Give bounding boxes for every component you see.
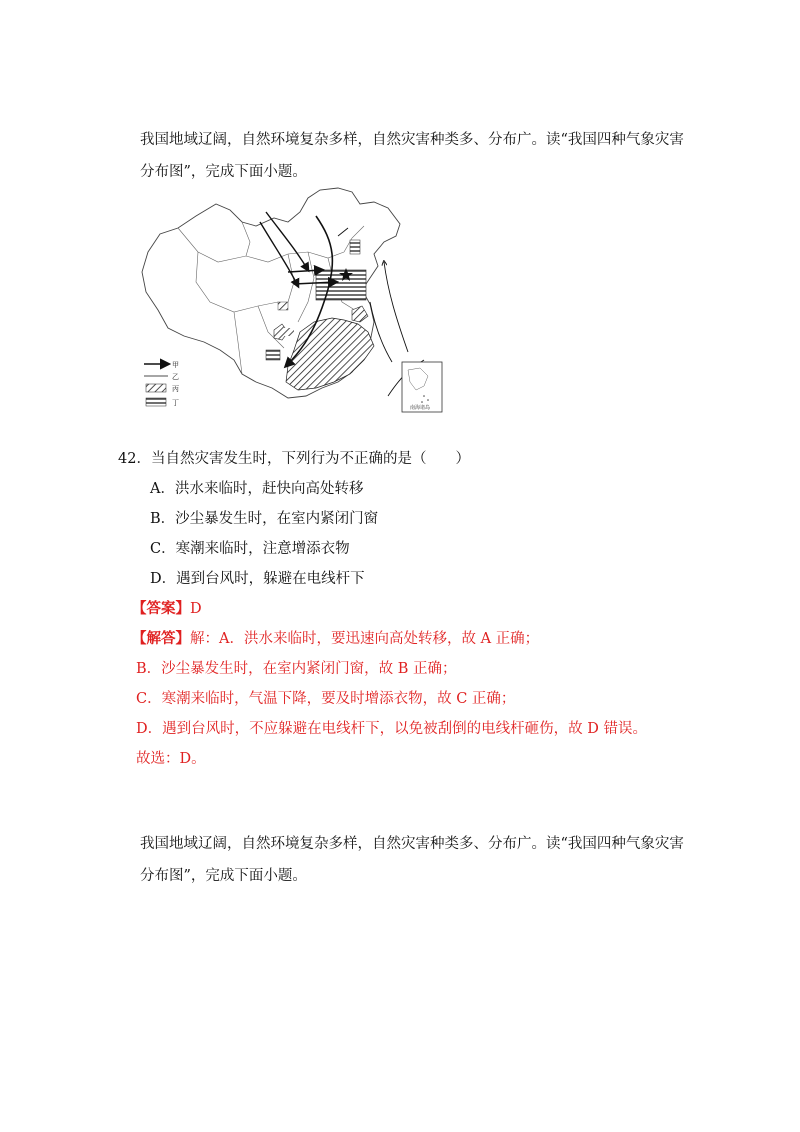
legend-label-bing: 丙 xyxy=(172,385,179,393)
legend-yi-arrow-1 xyxy=(384,262,408,352)
question-number: 42． xyxy=(118,451,151,467)
analysis-line-3: C．寒潮来临时，气温下降，要及时增添衣物，故 C 正确； xyxy=(136,691,516,707)
legend-label-yi: 乙 xyxy=(172,373,179,381)
legend-label-ding: 丁 xyxy=(172,399,179,407)
analysis-line-1 xyxy=(132,629,539,649)
option-c: C．寒潮来临时，注意增添衣物 xyxy=(150,541,350,557)
map-legend xyxy=(144,361,179,407)
answer-value: D xyxy=(190,601,202,617)
answer-label: 【答案】 xyxy=(132,600,190,617)
intro2-text-line2: 分布图”，完成下面小题。 xyxy=(140,868,307,884)
legend-label-jia: 甲 xyxy=(172,361,179,369)
option-d: D．遇到台风时，躲避在电线杆下 xyxy=(150,571,365,587)
option-a: A．洪水来临时，赶快向高处转移 xyxy=(150,481,364,497)
analysis-text-1: 解：A．洪水来临时，要迅速向高处转移，故 A 正确； xyxy=(190,631,540,647)
question-text: 当自然灾害发生时，下列行为不正确的是（ ） xyxy=(150,451,470,467)
option-b: B．沙尘暴发生时，在室内紧闭门窗 xyxy=(150,511,379,527)
intro2-text-line1: 我国地域辽阔，自然环境复杂多样，自然灾害种类多、分布广。读“我国四种气象灾害 xyxy=(140,836,684,852)
analysis-line-4: D．遇到台风时，不应躲避在电线杆下，以免被刮倒的电线杆砸伤，故 D 错误。 xyxy=(136,721,647,737)
intro-text-line1: 我国地域辽阔，自然环境复杂多样，自然灾害种类多、分布广。读“我国四种气象灾害 xyxy=(140,132,684,148)
disaster-distribution-map xyxy=(138,182,444,414)
analysis-line-2: B．沙尘暴发生时，在室内紧闭门窗，故 B 正确； xyxy=(136,661,457,677)
analysis-conclusion: 故选：D。 xyxy=(136,751,206,767)
answer-line xyxy=(132,599,202,619)
inset-label: 南海诸岛 xyxy=(410,405,431,411)
analysis-label: 【解答】 xyxy=(132,630,190,647)
question-stem xyxy=(118,449,470,469)
intro-text-line2: 分布图”，完成下面小题。 xyxy=(140,164,307,180)
